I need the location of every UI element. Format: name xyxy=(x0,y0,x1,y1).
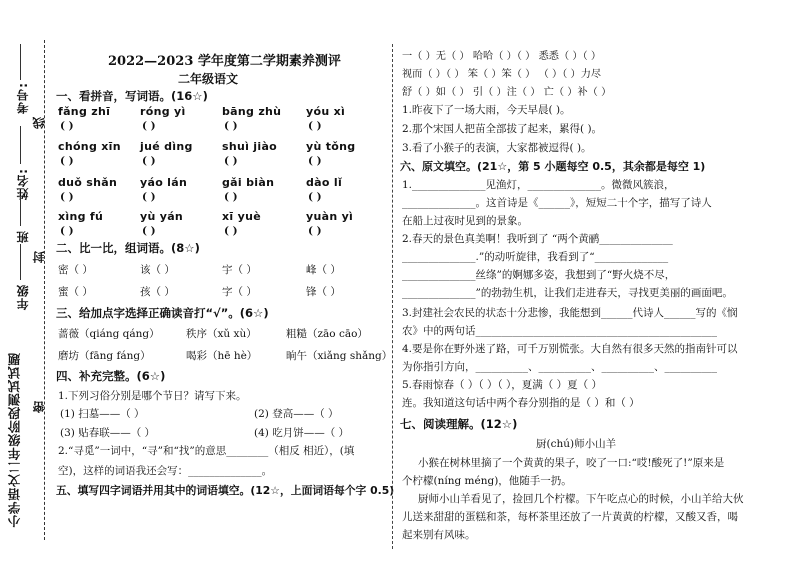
pinyin-word: yáo lán xyxy=(140,176,188,189)
pinyin-word: yù tǒng xyxy=(306,140,356,153)
pronunciation-item: 晌午（xiǎng shǎng） xyxy=(286,350,393,362)
answer-blank: ( ) xyxy=(224,225,238,237)
q6-3-line1: 3.封建社会农民的状态十分悲惨，我能想到______代诗人______写的《悯 xyxy=(402,307,738,319)
question-4-2-line1: 2.“寻觅”一词中，“寻”和“找”的意思________（相反 相近），(填 xyxy=(58,445,355,457)
answer-blank: ( ) xyxy=(60,225,74,237)
q6-2-line1: 2.春天的景色真美啊！我听到了 “两个黄鹂______________ xyxy=(402,233,673,245)
festival-item: (1) 扫墓——（ ） xyxy=(60,408,145,420)
name-underline-4 xyxy=(20,244,21,280)
q6-2-line4: ______________”的勃勃生机，让我们走进春天，寻找更美丽的画面吧。 xyxy=(402,287,733,299)
pronunciation-item: 磨坊（fāng fáng） xyxy=(58,350,151,362)
answer-blank: ( ) xyxy=(142,191,156,203)
label-nianji: 年级 xyxy=(16,284,30,310)
label-xingming: 姓名: xyxy=(16,168,30,200)
q6-1-line1: 1.______________见渔灯，______________。微微风簇浪， xyxy=(402,179,675,191)
compare-item: 宇（ ） xyxy=(222,264,257,276)
festival-item: (4) 吃月饼——（ ） xyxy=(254,427,350,439)
idiom-row: 舒（ ）如（ ） 引（ ）注（ ） 亡（ ）补（ ） xyxy=(402,87,612,98)
q6-2-line2: ______________.”的动听旋律，我看到了“______________ xyxy=(402,251,669,263)
pinyin-word: xìng fú xyxy=(58,210,104,223)
answer-blank: ( ) xyxy=(308,191,322,203)
pinyin-word: gǎi biàn xyxy=(222,176,275,189)
question-4-1: 1.下列习俗分别是哪个节日？请写下来。 xyxy=(58,390,247,402)
answer-blank: ( ) xyxy=(308,155,322,167)
question-5-2: 2.那个宋国人把苗全部拔了起来，累得( )。 xyxy=(402,123,603,135)
pinyin-word: shuì jiào xyxy=(222,140,278,153)
binding-line xyxy=(44,40,45,540)
label-mi: 密 xyxy=(32,400,46,413)
answer-blank: ( ) xyxy=(224,155,238,167)
section-5-heading: 五、填写四字词语并用其中的词语填空。(12☆，上面词语每个字 0.5) xyxy=(56,484,395,497)
section-2-heading: 二、比一比，组词语。(8☆) xyxy=(56,241,200,255)
name-underline-1 xyxy=(20,44,21,80)
compare-item: 密（ ） xyxy=(58,264,93,276)
q6-3-line2: 农》中的两句话______________________________________________ xyxy=(402,325,717,337)
answer-blank: ( ) xyxy=(60,120,74,132)
question-5-3: 3.看了小猴子的表演，大家都被逗得( )。 xyxy=(402,142,592,154)
pinyin-word: yóu xì xyxy=(306,105,346,118)
q6-5-line2: 连。我知道这句话中两个春分别指的是（ ）和（ ） xyxy=(402,397,640,409)
pronunciation-item: 喝彩（hē hè） xyxy=(186,350,258,362)
festival-item: (3) 贴春联——（ ） xyxy=(60,427,156,439)
section-1-heading: 一、看拼音，写词语。(16☆) xyxy=(56,89,208,103)
answer-blank: ( ) xyxy=(60,155,74,167)
pronunciation-item: 秩序（xǔ xù） xyxy=(186,328,257,340)
section-3-heading: 三、给加点字选择正确读音打“√”。(6☆) xyxy=(56,306,269,320)
q6-4-line2: 为你指引方向，__________、__________、__________、__________ xyxy=(402,361,717,373)
question-5-1: 1.昨夜下了一场大雨，今天早晨( )。 xyxy=(402,104,571,116)
label-xian: 线 xyxy=(32,116,46,129)
pinyin-word: fǎng zhī xyxy=(58,105,111,118)
answer-blank: ( ) xyxy=(142,120,156,132)
answer-blank: ( ) xyxy=(308,225,322,237)
story-line-5: 起来别有风味。 xyxy=(402,529,476,541)
school-title: 小学语文二年级阶段测试试题 xyxy=(7,352,22,528)
compare-item: 蜜（ ） xyxy=(58,286,93,298)
compare-item: 孩（ ） xyxy=(140,286,175,298)
pinyin-word: xī yuè xyxy=(222,210,261,223)
question-4-2-line2: 空)，这样的词语我还会写：______________。 xyxy=(58,465,273,477)
q6-2-line3: ______________丝绦”的婀娜多姿，我想到了“野火烧不尽， xyxy=(402,269,676,281)
story-line-1: 小猴在树林里摘了一个黄黄的果子，咬了一口:“哎!酸死了!”原来是 xyxy=(418,457,725,469)
q6-1-line3: 在船上过夜时见到的景象。 xyxy=(402,215,528,227)
column-divider xyxy=(392,44,393,549)
idiom-row: 视而（ ）（ ） 笨（ ）笨（ ） （ ）（ ）力尽 xyxy=(402,69,602,80)
label-ban: 班 xyxy=(16,230,30,243)
pinyin-word: yù yán xyxy=(140,210,184,223)
compare-item: 锋（ ） xyxy=(306,286,341,298)
q6-1-line2: ______________。这首诗是《______》，短短二十个字，描写了诗人 xyxy=(402,197,712,209)
festival-item: (2) 登高——（ ） xyxy=(254,408,339,420)
story-line-2: 个柠檬(níng méng)，他随手一扔。 xyxy=(402,475,572,487)
pronunciation-item: 蔷薇（qiáng qáng） xyxy=(58,328,160,340)
answer-blank: ( ) xyxy=(142,225,156,237)
pinyin-word: róng yì xyxy=(140,105,186,118)
pinyin-word: duǒ shǎn xyxy=(58,176,118,189)
answer-blank: ( ) xyxy=(308,120,322,132)
answer-blank: ( ) xyxy=(142,155,156,167)
answer-blank: ( ) xyxy=(224,191,238,203)
q6-4-line1: 4.要是你在野外迷了路，可千万别慌张。大自然有很多天然的指南针可以 xyxy=(402,343,738,355)
compare-item: 字（ ） xyxy=(222,286,257,298)
compare-item: 该（ ） xyxy=(140,264,175,276)
idiom-row: 一（ ）无（ ） 哈哈（ ）（ ） 悉悉（ ）（ ） xyxy=(402,51,602,62)
pinyin-word: dào lǐ xyxy=(306,176,343,189)
section-7-heading: 七、阅读理解。(12☆) xyxy=(400,417,518,431)
name-underline-3 xyxy=(20,196,21,226)
exam-title: 2022—2023 学年度第二学期素养测评 xyxy=(108,54,341,69)
name-underline-2 xyxy=(20,126,21,164)
pinyin-word: yuàn yì xyxy=(306,210,354,223)
label-feng: 封 xyxy=(32,250,46,263)
label-kaohao: 考号: xyxy=(16,82,30,114)
story-title: 厨(chú)师小山羊 xyxy=(536,438,617,450)
pinyin-word: bāng zhù xyxy=(222,105,282,118)
exam-subtitle: 二年级语文 xyxy=(178,72,239,86)
answer-blank: ( ) xyxy=(224,120,238,132)
compare-item: 峰（ ） xyxy=(306,264,341,276)
section-4-heading: 四、补充完整。(6☆) xyxy=(56,369,166,383)
section-6-heading: 六、原文填空。(21☆，第 5 小题每空 0.5，其余都是每空 1) xyxy=(400,160,706,173)
story-line-3: 厨师小山羊看见了，捡回几个柠檬。下午吃点心的时候，小山羊给大伙 xyxy=(418,493,744,505)
pinyin-word: chóng xīn xyxy=(58,140,121,153)
story-line-4: 儿送来甜甜的蛋糕和茶，每杯茶里还放了一片黄黄的柠檬，又酸又香，喝 xyxy=(402,511,738,523)
pinyin-word: jué dìng xyxy=(140,140,193,153)
pronunciation-item: 粗糙（zāo cāo） xyxy=(286,328,368,340)
answer-blank: ( ) xyxy=(60,191,74,203)
q6-5-line1: 5.春雨惊春（ ）（ ）（ ），夏满（ ）夏（ ） xyxy=(402,379,602,391)
